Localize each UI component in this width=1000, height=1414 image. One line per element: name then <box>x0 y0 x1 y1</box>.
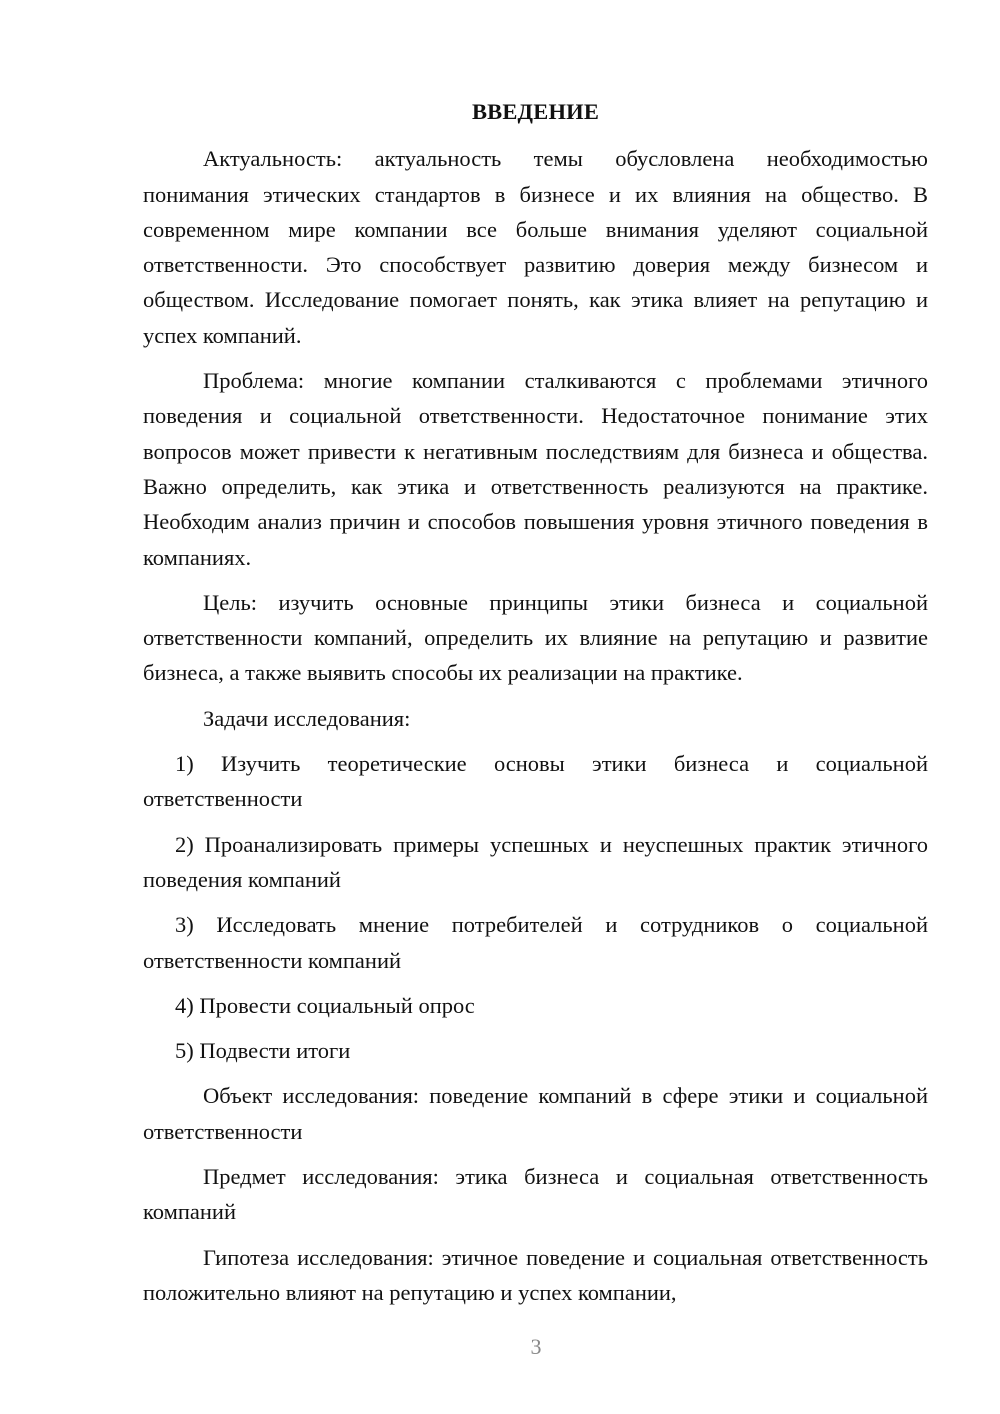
paragraph-hypothesis: Гипотеза исследования: этичное поведение и социальная ответственность положительно влияют на репутацию и успех компании, <box>143 1244 928 1305</box>
paragraph-object: Объект исследования: поведение компаний в сфере этики и социальной ответственности <box>143 1083 928 1144</box>
task-item-5: 5) Подвести итоги <box>175 1038 351 1064</box>
page-body <box>143 94 928 1320</box>
task-item-4: 4) Провести социальный опрос <box>175 992 475 1018</box>
task-item-3: 3) Исследовать мнение потребителей и сотрудников о социальной ответственности компаний <box>143 912 928 973</box>
paragraph-tasks-heading: Задачи исследования: <box>203 705 411 731</box>
paragraph-relevance: Актуальность: актуальность темы обусловлена необходимостью понимания этических стандартов в бизнесе и их влияния на общество. В современном мире компании все больше внимания уделяют социальной ответственности. Это способствует развитию доверия между бизнесом и обществом. Исследование помогает понять, как этика влияет на репутацию и успех компаний. <box>143 146 928 348</box>
section-title: ВВЕДЕНИЕ <box>471 99 600 124</box>
paragraph-problem: Проблема: многие компании сталкиваются с проблемами этичного поведения и социальной ответственности. Недостаточное понимание этих вопросов может привести к негативным последствиям для бизнеса и общества. Важно определить, как этика и ответственность реализуются на практике. Необходим анализ причин и способов повышения уровня этичного поведения в компаниях. <box>143 368 928 570</box>
paragraph-subject: Предмет исследования: этика бизнеса и социальная ответственность компаний <box>143 1164 928 1225</box>
task-item-1: 1) Изучить теоретические основы этики бизнеса и социальной ответственности <box>143 751 928 812</box>
paragraph-goal: Цель: изучить основные принципы этики бизнеса и социальной ответственности компаний, определить их влияние на репутацию и развитие бизнеса, а также выявить способы их реализации на практике. <box>143 589 928 686</box>
task-item-2: 2) Проанализировать примеры успешных и неуспешных практик этичного поведения компаний <box>143 831 928 892</box>
page-number: 3 <box>530 1334 542 1359</box>
